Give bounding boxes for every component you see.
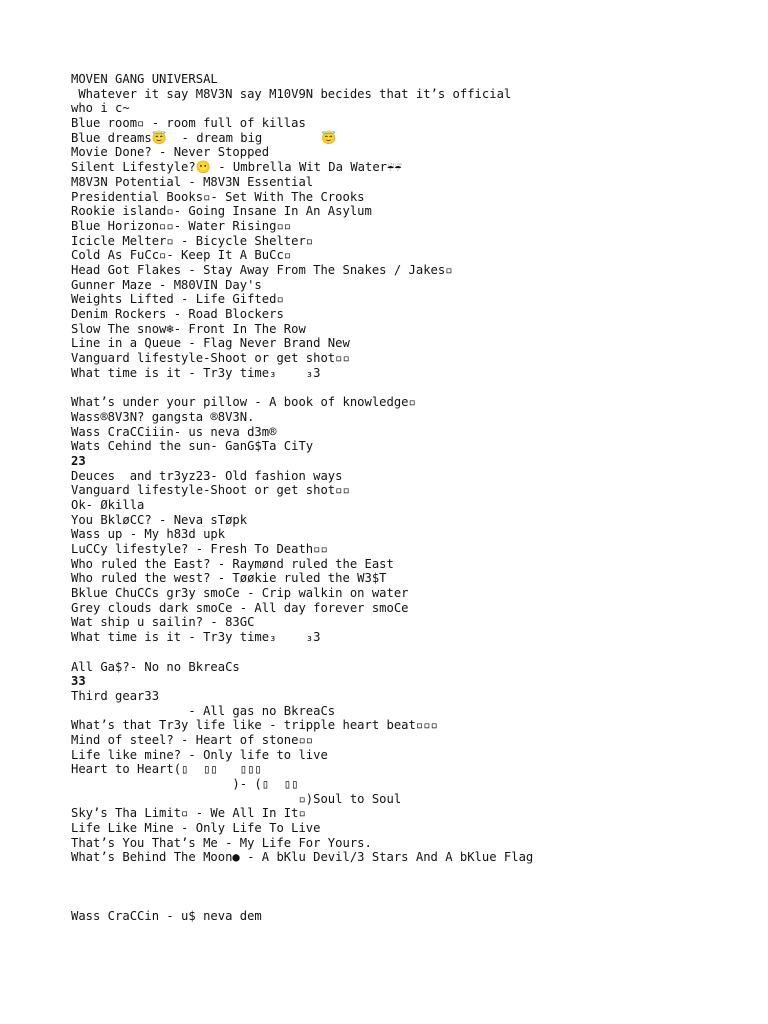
text-line: Who ruled the west? - Tøøkie ruled the W3$T xyxy=(71,571,387,586)
text-line: M8V3N Potential - M8V3N Essential xyxy=(71,174,314,189)
text-line: Slow The snow❄- Front In The Row xyxy=(71,321,306,336)
text-line: Weights Lifted - Life Gifted▫ xyxy=(71,292,284,307)
text-line: LuCCy lifestyle? - Fresh To Death▫▫ xyxy=(71,542,328,556)
text-line: who i c~ xyxy=(71,101,130,116)
text-line: What time is it - Tr3y time₃ ₃3 xyxy=(71,630,321,645)
text-line: Gunner Maze - M80VIN Day's xyxy=(71,277,262,292)
text-line: Deuces and tr3yz23- Old fashion ways xyxy=(71,468,343,483)
text-line: Wass CraCCiiin- us neva d3m® xyxy=(71,424,277,439)
footer-text-line: Wass CraCCin - u$ neva dem xyxy=(71,909,262,924)
text-line: Wass®8V3N? gangsta ®8V3N. xyxy=(71,409,255,424)
text-line: Mind of steel? - Heart of stone▫▫ xyxy=(71,732,314,747)
text-line: Life Like Mine - Only Life To Live xyxy=(71,821,321,836)
text-line: 23 xyxy=(71,453,86,468)
text-line: 33 xyxy=(71,674,86,689)
text-line: Wass up - My h83d upk xyxy=(71,527,226,542)
text-line: Vanguard lifestyle-Shoot or get shot▫▫ xyxy=(71,351,350,366)
text-line: Life like mine? - Only life to live xyxy=(71,747,328,762)
text-line: MOVEN GANG UNIVERSAL xyxy=(71,72,218,86)
text-line: Heart to Heart(▯ ▯▯ ▯▯▯ xyxy=(71,762,262,777)
text-line: What’s that Tr3y life like - tripple heart beat▫▫▫ xyxy=(71,718,438,733)
text-line: All Ga$?- No no BkreaCs xyxy=(71,659,240,674)
text-line: Wat ship u sailin? - 83GC xyxy=(71,615,255,630)
text-line: Blue dreams😇 - dream big 😇 xyxy=(71,130,337,145)
text-line: - All gas no BkreaCs xyxy=(71,703,336,718)
text-line: ▫)Soul to Soul xyxy=(71,791,402,806)
text-line: Rookie island▫- Going Insane In An Asylum xyxy=(71,204,372,219)
text-line: That’s You That’s Me - My Life For Yours. xyxy=(71,835,372,850)
text-line: Presidential Books▫- Set With The Crooks xyxy=(71,189,365,204)
text-line: Silent Lifestyle?😶 - Umbrella Wit Da Water☔☔ xyxy=(71,160,402,175)
text-line: Blue Horizon▫▫- Water Rising▫▫ xyxy=(71,218,292,233)
text-line: Icicle Melter▫ - Bicycle Shelter▫ xyxy=(71,233,314,248)
text-line: What’s Behind The Moon● - A bKlu Devil/3 Stars And A bKlue Flag xyxy=(71,850,534,865)
blank-line xyxy=(71,380,751,395)
document-page xyxy=(71,72,751,924)
text-line: Grey clouds dark smoCe - All day forever smoCe xyxy=(71,600,409,615)
text-line: Vanguard lifestyle-Shoot or get shot▫▫ xyxy=(71,483,350,498)
text-line: What time is it - Tr3y time₃ ₃3 xyxy=(71,365,321,380)
text-line: Whatever it say M8V3N say M10V9N becides that it’s official xyxy=(71,86,512,101)
blank-line xyxy=(71,645,751,660)
text-line: Blue room▫ - room full of killas xyxy=(71,116,306,131)
text-line: Movie Done? - Never Stopped xyxy=(71,145,270,160)
text-line: Wats Cehind the sun- GanG$Ta CiTy xyxy=(71,439,314,454)
text-line: What’s under your pillow - A book of knowledge▫ xyxy=(71,395,416,410)
text-line: You BkløCC? - Neva sTøpk xyxy=(71,512,248,527)
text-line: Who ruled the East? - Raymønd ruled the East xyxy=(71,556,394,571)
text-line: Third gear33 xyxy=(71,688,160,703)
spacer xyxy=(71,865,751,909)
text-line: Sky’s Tha Limit▫ - We All In It▫ xyxy=(71,806,306,821)
text-line: Ok- Økilla xyxy=(71,497,145,512)
text-line: Head Got Flakes - Stay Away From The Snakes / Jakes▫ xyxy=(71,262,453,277)
text-line: Bklue ChuCCs gr3y smoCe - Crip walkin on water xyxy=(71,586,409,601)
text-line: Line in a Queue - Flag Never Brand New xyxy=(71,336,350,351)
text-line: )- (▯ ▯▯ xyxy=(71,777,299,791)
text-line: Cold As FuCc▫- Keep It A BuCc▫ xyxy=(71,248,292,263)
text-line: Denim Rockers - Road Blockers xyxy=(71,307,284,321)
